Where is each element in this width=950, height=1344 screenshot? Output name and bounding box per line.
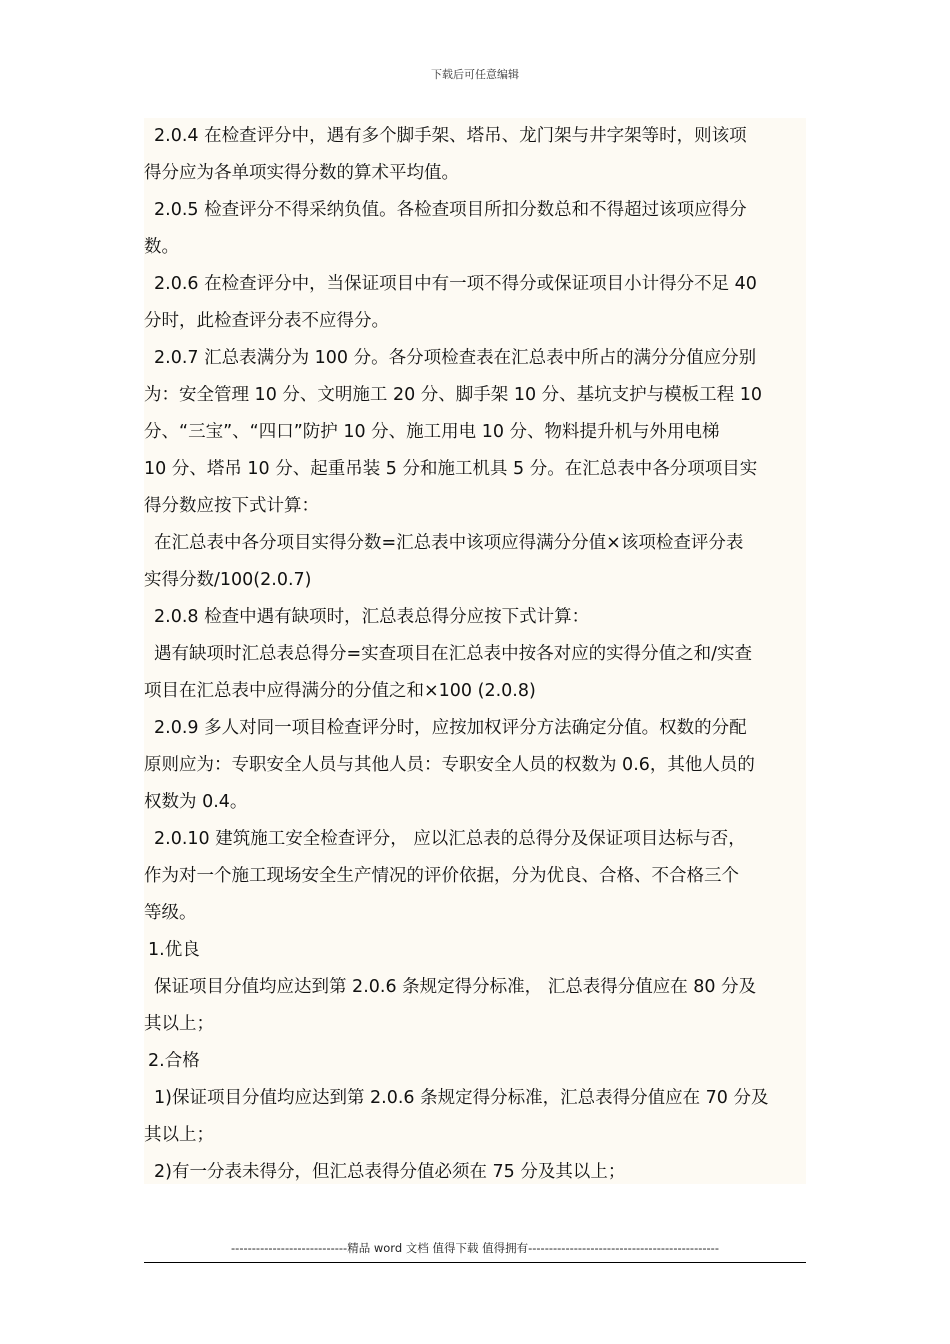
text-line: 2.0.6 在检查评分中，当保证项目中有一项不得分或保证项目小计得分不足 40 <box>154 274 757 294</box>
text-line: 2.0.9 多人对同一项目检查评分时，应按加权评分方法确定分值。权数的分配 <box>154 718 747 738</box>
text-line: 分时，此检查评分表不应得分。 <box>144 311 389 331</box>
text-line: 数。 <box>144 237 179 257</box>
text-line: 实得分数/100(2.0.7) <box>144 570 312 590</box>
text-line: 其以上； <box>144 1014 214 1034</box>
document-body <box>144 118 806 1184</box>
text-line: 2.0.5 检查评分不得采纳负值。各检查项目所扣分数总和不得超过该项应得分 <box>154 200 747 220</box>
text-line: 2.0.4 在检查评分中，遇有多个脚手架、塔吊、龙门架与井字架等时，则该项 <box>154 126 747 146</box>
text-line: 2)有一分表未得分，但汇总表得分值必须在 75 分及其以上； <box>154 1162 626 1182</box>
text-line: 保证项目分值均应达到第 2.0.6 条规定得分标准， 汇总表得分值应在 80 分及 <box>154 977 757 997</box>
text-line: 1.优良 <box>148 940 200 960</box>
text-line: 作为对一个施工现场安全生产情况的评价依据，分为优良、合格、不合格三个 <box>144 866 739 886</box>
text-line: 2.合格 <box>148 1051 200 1071</box>
text-line: 原则应为：专职安全人员与其他人员：专职安全人员的权数为 0.6，其他人员的 <box>144 755 755 775</box>
text-line: 2.0.10 建筑施工安全检查评分， 应以汇总表的总得分及保证项目达标与否， <box>154 829 746 849</box>
text-line: 得分应为各单项实得分数的算术平均值。 <box>144 163 459 183</box>
page-header-note: 下载后可任意编辑 <box>431 68 519 81</box>
footer-rule <box>144 1262 806 1263</box>
page-footer-text: ----------------------------精品 word 文档 值得下载 值得拥有---------------------------------------------- <box>231 1241 719 1255</box>
text-line: 其以上； <box>144 1125 214 1145</box>
text-line: 得分数应按下式计算： <box>144 496 319 516</box>
text-line: 等级。 <box>144 903 197 923</box>
text-line: 在汇总表中各分项目实得分数=汇总表中该项应得满分分值×该项检查评分表 <box>154 533 744 553</box>
text-line: 分、“三宝”、“四口”防护 10 分、施工用电 10 分、物料提升机与外用电梯 <box>144 422 720 442</box>
text-line: 2.0.7 汇总表满分为 100 分。各分项检查表在汇总表中所占的满分分值应分别 <box>154 348 757 368</box>
text-line: 遇有缺项时汇总表总得分=实查项目在汇总表中按各对应的实得分值之和/实查 <box>154 644 753 664</box>
text-line: 权数为 0.4。 <box>144 792 248 812</box>
text-line: 为：安全管理 10 分、文明施工 20 分、脚手架 10 分、基坑支护与模板工程 10 <box>144 385 763 405</box>
text-line: 2.0.8 检查中遇有缺项时，汇总表总得分应按下式计算： <box>154 607 590 627</box>
text-line: 1)保证项目分值均应达到第 2.0.6 条规定得分标准，汇总表得分值应在 70 分及 <box>154 1088 769 1108</box>
text-line: 项目在汇总表中应得满分的分值之和×100 (2.0.8) <box>144 681 536 701</box>
text-line: 10 分、塔吊 10 分、起重吊装 5 分和施工机具 5 分。在汇总表中各分项项目实 <box>144 459 758 479</box>
